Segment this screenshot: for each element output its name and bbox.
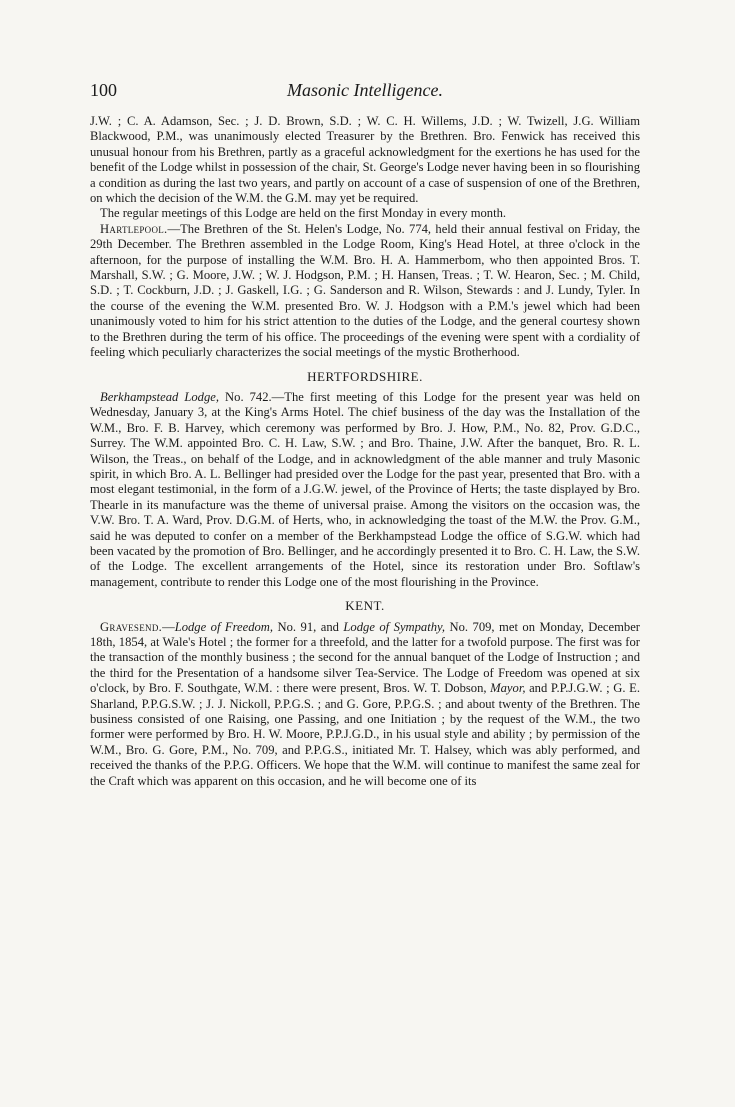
paragraph-hartlepool <box>90 222 640 361</box>
paragraph-berkhampstead <box>90 390 640 590</box>
hartlepool-text: —The Brethren of the St. Helen's Lodge, No. 774, held their annual festival on Friday, the 29th December. The Brethren assembled in the Lodge Room, King's Head Hotel, at three o'clock in the afternoon, for the purpose of installing the W.M. Bro. H. A. Hammerbom, who then appointed Bros. T. Marshall, S.W. ; G. Moore, J.W. ; W. J. Hodgson, P.M. ; H. Hansen, Treas. ; T. W. Hearon, Sec. ; M. Child, S.D. ; T. Cockburn, J.D. ; J. Gaskell, I.G. ; G. Sanderson and R. Wilson, Stewards : and J. Lundy, Tyler. In the course of the evening the W.M. presented Bro. W. J. Hodgson with a P.M.'s jewel which had been unanimously voted to him for his strict attention to the duties of the Lodge, and the general courtesy shown to the Brethren during the term of his office. The proceedings of the evening were spent with a cordiality of feeling which peculiarly characterizes the social meetings of the mystic Brotherhood. <box>90 221 640 360</box>
article-body <box>90 114 640 789</box>
lodge-name-berkhampstead: Berkhampstead Lodge, <box>100 389 220 404</box>
gravesend-text-3: and P.P.J.G.W. ; G. E. Sharland, P.P.G.S.W. ; J. J. Nickoll, P.P.G.S. ; and G. Gore, P.P.G.S. ; and about twenty of the Brethren. The business consisted of one Raising, one Passing, and one Initiation ; by the request of the W.M., the two former were performed by Bro. H. W. Moore, P.P.J.G.D., in his usual style and ability ; by permission of the W.M., Bro. G. Gore, P.M., No. 709, and P.P.G.S., initiated Mr. T. Halsey, which was ably performed, and received the thanks of the P.P.G. Officers. We hope that the W.M. will continue to manifest the same zeal for the Craft which was apparent on this occasion, and he will become one of its <box>90 681 640 788</box>
paragraph-gravesend <box>90 620 640 789</box>
page-number: 100 <box>90 80 117 100</box>
section-heading-hertfordshire: HERTFORDSHIRE. <box>307 368 423 384</box>
gravesend-text-2: No. 709, met on Monday, December 18th, 1854, at Wale's Hotel ; the former for a threefold, and the latter for a twofold purpose. The first was for the transaction of the monthly business ; the second for the annual banquet of the Lodge of Instruction ; and the third for the Presentation of a handsome silver Tea-Service. The Lodge of Freedom was opened at six o'clock, by Bro. F. Southgate, W.M. : there were present, Bros. W. T. Dobson, <box>90 619 640 696</box>
lodge-name-freedom: Lodge of Freedom, <box>174 619 274 634</box>
running-title: Masonic Intelligence. <box>287 80 443 100</box>
paragraph-st-georges-lodge: J.W. ; C. A. Adamson, Sec. ; J. D. Brown, S.D. ; W. C. H. Willems, J.D. ; W. Twizell, J.G. William Blackwood, P.M., was unanimously elected Treasurer by the Brethren. Bro. Fenwick has received this unusual honour from his Brethren, partly as a graceful acknowledgment for the exertions he has used for the benefit of the Lodge whilst in possession of the chair, St. George's Lodge never having been in so flourishing a condition as during the last two years, and partly on account of a case of suspension of one of the Brethren, on which the decision of the W.M. the G.M. may yet be required. <box>90 114 640 206</box>
mayor-title: Mayor, <box>490 681 526 696</box>
gravesend-text-1: No. 91, and <box>273 619 344 634</box>
place-name-gravesend: Gravesend. <box>100 619 163 634</box>
place-name-hartlepool: Hartlepool. <box>100 221 168 236</box>
section-heading-kent: KENT. <box>345 598 385 614</box>
lodge-name-sympathy: Lodge of Sympathy, <box>343 619 446 634</box>
page-header <box>90 80 640 106</box>
gravesend-dash: — <box>162 619 175 634</box>
paragraph-regular-meetings: The regular meetings of this Lodge are held on the first Monday in every month. <box>100 206 507 221</box>
berkhampstead-text: No. 742.—The first meeting of this Lodge for the present year was held on Wednesday, January 3, at the King's Arms Hotel. The chief business of the day was the Installation of the W.M., Bro. F. B. Harvey, which ceremony was performed by Bro. J. How, P.M., No. 82, Prov. G.D.C., Surrey. The W.M. appointed Bro. C. H. Law, S.W. ; and Bro. Thaine, J.W. After the banquet, Bro. R. L. Wilson, the Treas., on behalf of the Lodge, and in acknowledgment of the able manner and truly Masonic spirit, in which Bro. A. L. Bellinger had presided over the Lodge for the past year, presented that Bro. with a most elegant testimonial, in the form of a J.G.W. jewel, of the Province of Herts; the taste displayed by Bro. Thearle in its manufacture was the theme of universal praise. Among the visitors on the occasion was, the V.W. Bro. T. A. Ward, Prov. D.G.M. of Herts, who, in acknowledging the toast of the M.W. the Prov. G.M., said he was deputed to confer on a member of the Berkhampstead Lodge the office of S.G.W. which had been vacated by the promotion of Bro. Bellinger, and he accordingly presented it to Bro. C. H. Law, the S.W. of the Lodge. The excellent arrangements of the Hotel, since its restoration under Bro. Softlaw's management, contribute to render this Lodge one of the most flourishing in the Province. <box>90 389 640 589</box>
